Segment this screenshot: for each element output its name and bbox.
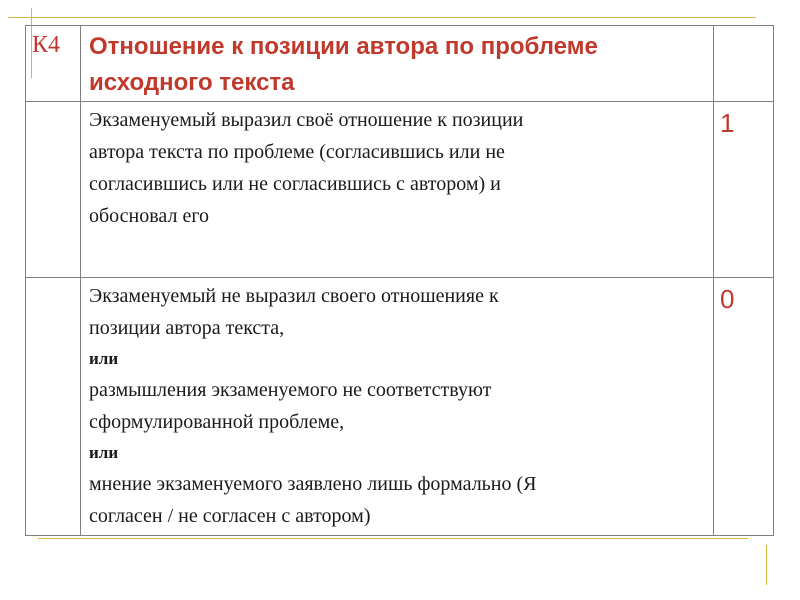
empty-cell [26,278,81,536]
score-cell [714,102,774,278]
description-line: Экзаменуемый выразил своё отношение к позиции [89,109,524,131]
or-separator: или [89,443,119,462]
description-line: позиции автора текста, [89,317,285,339]
description-line: согласен / не согласен с автором) [89,505,371,527]
description-line: согласившись или не согласившись с автором) и [89,173,501,195]
decorative-rule-top [8,17,756,18]
header-row [26,26,774,102]
empty-cell [26,102,81,278]
score-header-cell [714,26,774,102]
description-text [81,278,713,532]
criterion-code: К4 [32,32,61,58]
description-line: сформулированной проблеме, [89,411,345,433]
description-cell [81,102,714,278]
or-separator: или [89,349,119,368]
score-cell [714,278,774,536]
description-line: размышления экзаменуемого не соответствуют [89,379,492,401]
description-text [81,102,713,232]
score-value: 1 [720,108,735,138]
code-cell [26,26,81,102]
decorative-rule-right [766,545,767,585]
criteria-table [25,25,774,536]
description-cell [81,278,714,536]
table-row [26,102,774,278]
description-line: Экзаменуемый не выразил своего отношенияе к [89,285,499,307]
table-row [26,278,774,536]
title-cell [81,26,714,102]
description-line: мнение экзаменуемого заявлено лишь формально (Я [89,473,537,495]
description-line: автора текста по проблеме (согласившись или не [89,141,505,163]
description-line: обосновал его [89,205,210,227]
score-value: 0 [720,284,735,314]
criterion-title: Отношение к позиции автора по проблеме исходного текста [89,33,598,96]
decorative-rule-bottom [38,538,748,539]
